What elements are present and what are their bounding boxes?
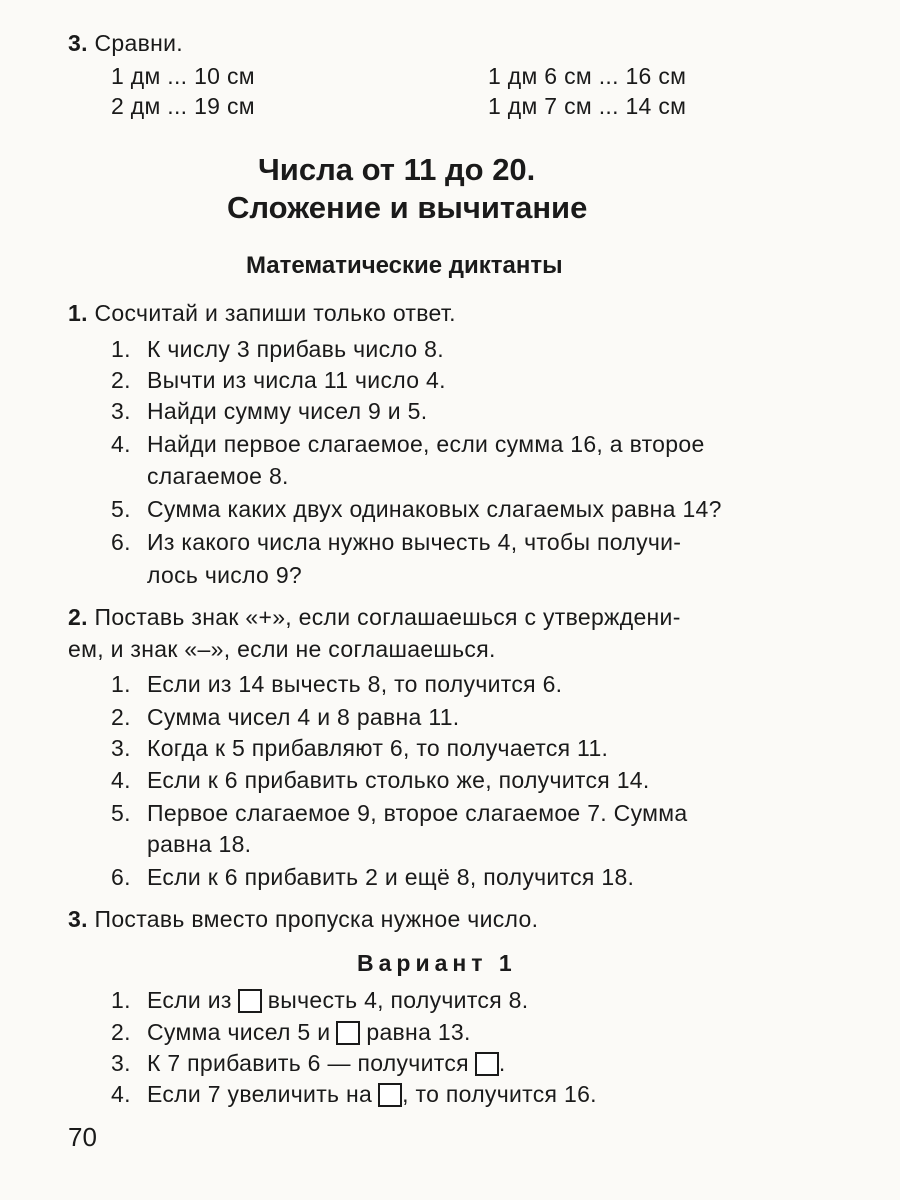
compare-item: 1 дм ... 10 см (111, 63, 255, 89)
variant-heading: Вариант 1 (357, 950, 517, 976)
answer-box[interactable] (378, 1083, 402, 1107)
answer-box[interactable] (238, 989, 262, 1013)
page-number: 70 (68, 1122, 97, 1152)
list-item: 4. Если к 6 прибавить столько же, получится 14. (111, 767, 650, 793)
compare-task-heading: 3. Сравни. (68, 30, 183, 56)
section-title-line1: Числа от 11 до 20. (258, 152, 536, 187)
list-item-continuation: равна 18. (147, 831, 252, 857)
list-item-continuation: лось число 9? (147, 562, 303, 588)
list-item: 4. Найди первое слагаемое, если сумма 16, а второе (111, 431, 705, 457)
answer-box[interactable] (475, 1052, 499, 1076)
list-item: 2. Вычти из числа 11 число 4. (111, 367, 446, 393)
compare-item: 1 дм 7 см ... 14 см (488, 93, 687, 119)
list-item: 5. Сумма каких двух одинаковых слагаемых равна 14? (111, 496, 722, 522)
list-item: 5. Первое слагаемое 9, второе слагаемое 7. Сумма (111, 800, 688, 826)
section-title-line2: Сложение и вычитание (227, 190, 588, 225)
dictation-2-heading-continuation: ем, и знак «–», если не соглашаешься. (68, 636, 496, 662)
compare-item: 2 дм ... 19 см (111, 93, 255, 119)
list-item: 3. Найди сумму чисел 9 и 5. (111, 398, 428, 424)
list-item: 2. Сумма чисел 4 и 8 равна 11. (111, 704, 460, 730)
list-item-continuation: слагаемое 8. (147, 463, 289, 489)
compare-item: 1 дм 6 см ... 16 см (488, 63, 687, 89)
dictation-1-heading: 1. Сосчитай и запиши только ответ. (68, 300, 456, 326)
list-item: 1. Если из вычесть 4, получится 8. (111, 987, 529, 1013)
list-item: 6. Из какого числа нужно вычесть 4, чтобы получи- (111, 529, 682, 555)
dictation-3-heading: 3. Поставь вместо пропуска нужное число. (68, 906, 539, 932)
list-item: 3. Когда к 5 прибавляют 6, то получается 11. (111, 735, 609, 761)
list-item: 2. Сумма чисел 5 и равна 13. (111, 1019, 471, 1045)
dictation-2-heading: 2. Поставь знак «+», если соглашаешься с утверждени- (68, 604, 681, 630)
section-subtitle: Математические диктанты (246, 252, 563, 279)
list-item: 1. К числу 3 прибавь число 8. (111, 336, 444, 362)
list-item: 6. Если к 6 прибавить 2 и ещё 8, получится 18. (111, 864, 635, 890)
list-item: 3. К 7 прибавить 6 — получится . (111, 1050, 506, 1076)
answer-box[interactable] (336, 1021, 360, 1045)
list-item: 1. Если из 14 вычесть 8, то получится 6. (111, 671, 563, 697)
list-item: 4. Если 7 увеличить на , то получится 16. (111, 1081, 597, 1107)
